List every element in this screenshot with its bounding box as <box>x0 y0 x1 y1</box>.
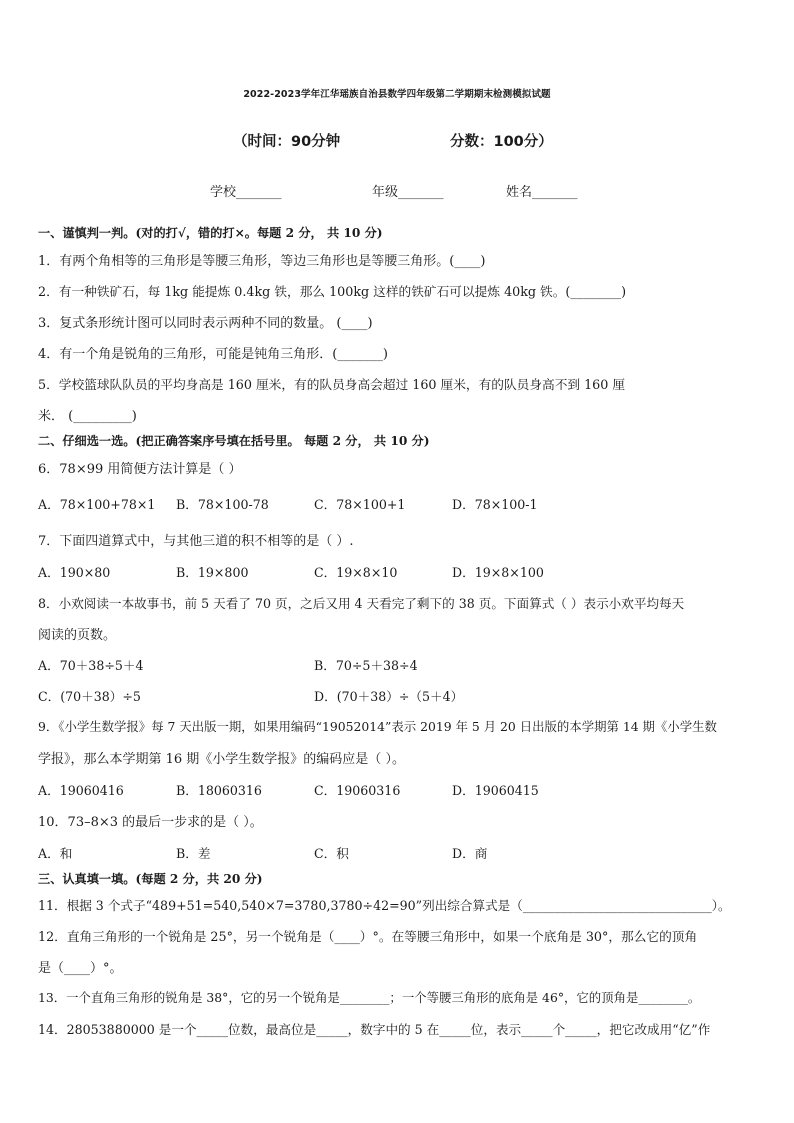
section2-heading: 二、仔细选一选。(把正确答案序号填在括号里。 每题 2 分， 共 10 分) <box>38 434 430 448</box>
q10-option-d: D．商 <box>452 846 488 861</box>
question-13: 13．一个直角三角形的锐角是 38°，它的另一个锐角是________；一个等腰三角形的底角是 46°，它的顶角是________。 <box>38 990 701 1005</box>
question-5-line1: 5．学校篮球队队员的平均身高是 160 厘米，有的队员身高会超过 160 厘米，有的队员身高不到 160 厘 <box>38 377 626 392</box>
q10-option-a: A．和 <box>38 846 73 861</box>
q6-option-b: B．78×100-78 <box>176 497 269 512</box>
question-2: 2．有一种铁矿石，每 1kg 能提炼 0.4kg 铁，那么 100kg 这样的铁矿石可以提炼 40kg 铁。(________) <box>38 284 627 299</box>
school-field: 学校_______ <box>210 185 282 200</box>
section3-heading: 三、认真填一填。(每题 2 分，共 20 分) <box>38 872 263 886</box>
question-9-line2: 学报》，那么本学期第 16 期《小学生数学报》的编码应是（ ）。 <box>38 752 405 767</box>
section1-heading: 一、谨慎判一判。(对的打√，错的打×。每题 2 分， 共 10 分) <box>38 226 383 240</box>
q10-option-b: B．差 <box>176 846 211 861</box>
q6-option-c: C．78×100+1 <box>314 497 406 512</box>
q9-option-a: A．19060416 <box>38 783 124 798</box>
q8-option-c: C．(70＋38）÷5 <box>38 689 141 704</box>
q7-option-d: D．19×8×100 <box>452 565 544 580</box>
q9-option-c: C．19060316 <box>314 783 401 798</box>
q7-option-b: B．19×800 <box>176 565 249 580</box>
question-1: 1．有两个角相等的三角形是等腰三角形，等边三角形也是等腰三角形。(____) <box>38 254 486 269</box>
question-5-line2: 米． (_________) <box>38 409 137 424</box>
q9-option-d: D．19060415 <box>452 783 539 798</box>
exam-time: （时间：90分钟 <box>233 134 341 150</box>
question-7: 7．下面四道算式中，与其他三道的积不相等的是（ ）. <box>38 534 354 549</box>
grade-field: 年级_______ <box>372 185 444 200</box>
q10-option-c: C．积 <box>314 846 349 861</box>
page-title: 2022-2023学年江华瑶族自治县数学四年级第二学期期末检测模拟试题 <box>243 89 551 100</box>
q8-option-a: A．70＋38÷5＋4 <box>38 658 144 673</box>
question-11: 11．根据 3 个式子“489+51=540,540×7=3780,3780÷42=90”列出综合算式是（______________________________）。 <box>38 898 731 913</box>
q8-option-b: B．70÷5＋38÷4 <box>314 658 418 673</box>
question-6: 6．78×99 用简便方法计算是（ ） <box>38 462 242 477</box>
question-12-line1: 12．直角三角形的一个锐角是 25°，另一个锐角是（____）°。在等腰三角形中，如果一个底角是 30°，那么它的顶角 <box>38 929 698 944</box>
q9-option-b: B．18060316 <box>176 783 262 798</box>
question-4: 4．有一个角是锐角的三角形，可能是钝角三角形．(_______) <box>38 347 388 362</box>
question-8-line2: 阅读的页数。 <box>38 628 117 643</box>
q6-option-a: A．78×100+78×1 <box>38 497 156 512</box>
question-14: 14．28053880000 是一个_____位数，最高位是_____，数字中的 5 在_____位，表示_____个_____，把它改成用“亿”作 <box>38 1022 711 1037</box>
name-field: 姓名_______ <box>506 185 578 200</box>
q8-option-d: D．(70＋38）÷（5＋4） <box>314 689 464 704</box>
q6-option-d: D．78×100-1 <box>452 497 538 512</box>
question-9-line1: 9．《小学生数学报》每 7 天出版一期，如果用编码“19052014”表示 2019 年 5 月 20 日出版的本学期第 14 期《小学生数 <box>38 719 717 734</box>
q7-option-c: C．19×8×10 <box>314 565 398 580</box>
exam-score: 分数：100分） <box>450 134 553 150</box>
q7-option-a: A．190×80 <box>38 565 111 580</box>
question-8-line1: 8．小欢阅读一本故事书，前 5 天看了 70 页，之后又用 4 天看完了剩下的 38 页。下面算式（ ）表示小欢平均每天 <box>38 596 685 611</box>
question-10: 10．73–8×3 的最后一步求的是（ ）。 <box>38 815 263 830</box>
question-3: 3．复式条形统计图可以同时表示两种不同的数量。 (____) <box>38 316 373 331</box>
question-12-line2: 是（____）°。 <box>38 961 123 976</box>
